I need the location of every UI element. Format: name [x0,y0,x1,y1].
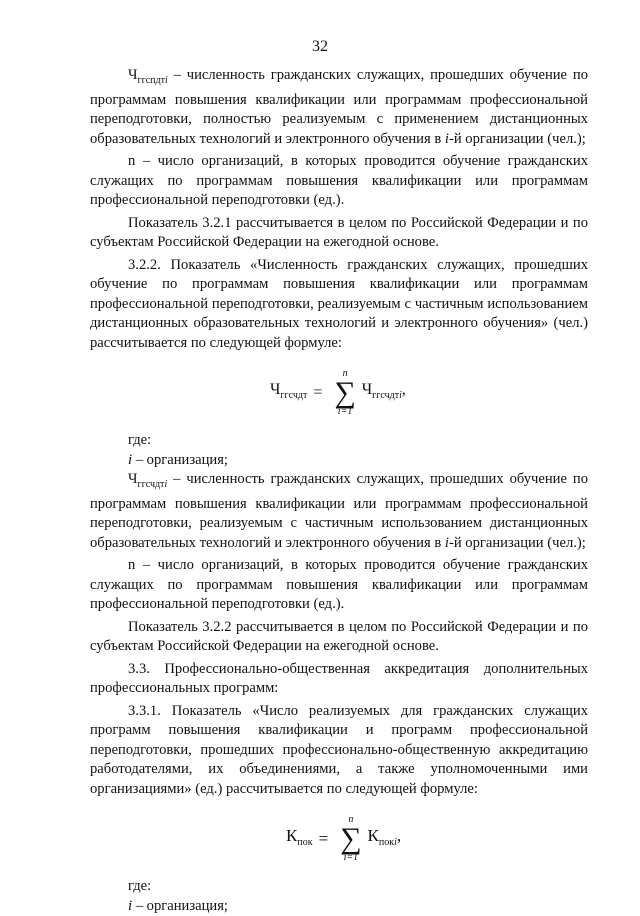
definition-n-2: n – число организаций, в которых проводится обучение гражданских служащих по программам повышения квалификации или программам профессиональной переподготовки (ед.). [90,556,588,615]
definition-index: i [445,535,449,551]
symbol-ch: Ч [128,67,138,83]
paragraph-3-2-2: 3.2.2. Показатель «Численность гражданских служащих, прошедших обучение по программам повышения квалификации или программам профессиональной переподготовки, реализуемым с частичным использованием дистанционных образовательных технологий и электронного обучения» (чел.) рассчитывается по следующей формуле: [90,256,588,354]
formula-rhs-symbol: Ч [362,381,372,398]
sum-upper-limit: n [343,369,348,379]
sigma-glyph: ∑ [340,825,361,853]
formula-equals: = [319,829,329,849]
definition-text: – численность гражданских служащих, прошедших обучение по программам повышения квалификации или программам профессиональной переподготовки, полностью реализуемым с применением дистанционных образовательных технологий и электронного обучения в [90,67,588,147]
where-index: i [128,898,132,914]
paragraph-3-2-2-note: Показатель 3.2.2 рассчитывается в целом по Российской Федерации и по субъектам Российской Федерации на ежегодной основе. [90,618,588,657]
formula-rhs [368,826,402,853]
definition-ch-ggspdt [90,66,588,149]
formula-lhs [270,380,307,406]
where-label-2: где: [128,877,588,897]
formula-rhs-subscript: ггсчдт [372,390,399,401]
paragraph-3-3: 3.3. Профессионально-общественная аккредитация дополнительных профессиональных программ: [90,660,588,699]
sum-symbol [334,369,355,417]
formula-equals: = [313,383,322,403]
where-text: – организация; [132,898,228,914]
formula-rhs-subscript: пок [379,837,394,848]
where-label-1: где: [128,431,588,451]
formula-rhs [362,380,406,406]
sum-symbol [340,815,361,863]
formula-rhs-index: i [399,390,402,401]
symbol-index: i [164,479,167,490]
paragraph-3-2-1-note: Показатель 3.2.1 рассчитывается в целом по Российской Федерации и по субъектам Российской Федерации на ежегодной основе. [90,214,588,253]
formula-ch-ggschdt [90,363,588,425]
formula-end: , [397,826,401,845]
page-body [90,66,588,916]
symbol-index: i [165,75,168,86]
page-number: 32 [0,38,640,56]
definition-tail: -й организации (чел.); [449,131,586,147]
paragraph-3-3-1: 3.3.1. Показатель «Число реализуемых для гражданских служащих программ повышения квалификации и программ профессиональной переподготовки, прошедших профессионально-общественную аккредитацию работодателями, их объединениями, а также уполномоченными ими организациями» (ед.) рассчитывается по следующей формуле: [90,702,588,800]
where-index: i [128,452,132,468]
where-item-1 [90,451,588,471]
formula-k-pok [90,809,588,871]
formula-rhs-index: i [394,837,397,848]
where-item-2 [90,897,588,916]
symbol-subscript: ггспдт [138,75,165,86]
formula-lhs-subscript: ггсчдт [280,390,307,401]
definition-text: – численность гражданских служащих, прошедших обучение по программам повышения квалификации или программам профессиональной переподготовки, реализуемым с частичным использованием дистанционных образовательных технологий и электронного обучения в [90,471,588,551]
sum-lower-limit: i=1 [344,853,359,863]
definition-index: i [445,131,449,147]
definition-n-1: n – число организаций, в которых проводится обучение гражданских служащих по программам повышения квалификации или программам профессиональной переподготовки (ед.). [90,152,588,211]
formula-end: , [402,381,406,398]
symbol-subscript: ггсчдт [138,479,165,490]
formula-lhs-symbol: К [286,826,297,845]
definition-tail: -й организации (чел.); [449,535,586,551]
where-text: – организация; [132,452,228,468]
symbol-ch: Ч [128,471,138,487]
sum-lower-limit: i=1 [338,407,353,417]
formula-lhs-subscript: пок [297,837,312,848]
formula-lhs-symbol: Ч [270,381,280,398]
formula-rhs-symbol: К [368,826,379,845]
sigma-glyph: ∑ [334,379,355,407]
definition-ch-ggschdt [90,470,588,553]
formula-lhs [286,826,313,853]
sum-upper-limit: n [348,815,353,825]
